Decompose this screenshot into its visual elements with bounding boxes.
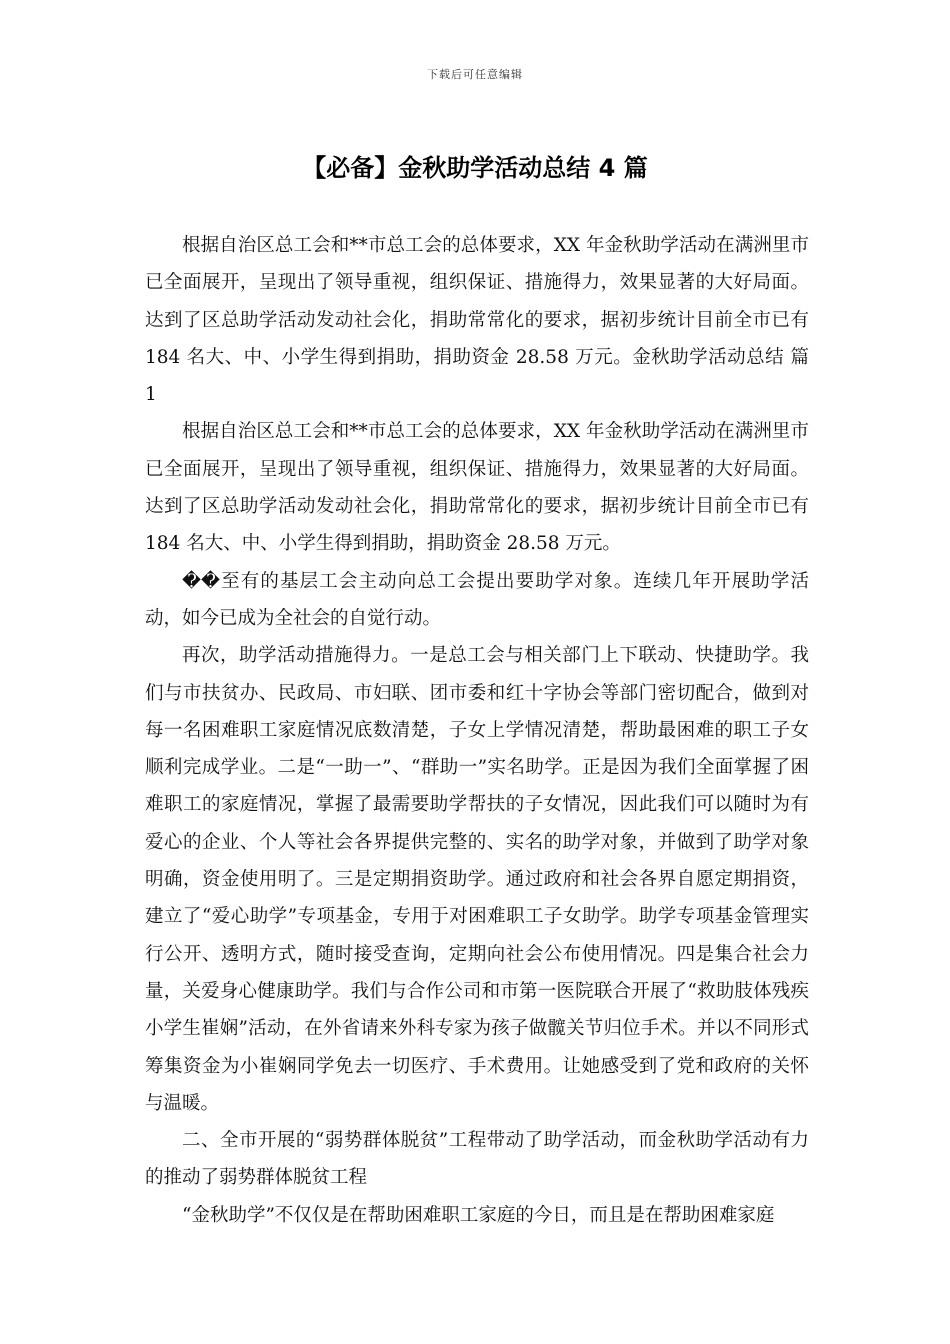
document-body (145, 227, 809, 1234)
paragraph: 根据自治区总工会和**市总工会的总体要求，XX 年金秋助学活动在满洲里市已全面展开，呈现出了领导重视，组织保证、措施得力，效果显著的大好局面。达到了区总助学活动发动社会化，捐助常常化的要求，据初步统计目前全市已有 184 名大、中、小学生得到捐助，捐助资金 28.58 万元。金秋助学活动总结 篇 1 (145, 235, 809, 406)
paragraph: ��至有的基层工会主动向总工会提出要助学对象。连续几年开展助学活动，如今已成为全社会的自觉行动。 (145, 570, 809, 629)
paragraph: “金秋助学”不仅仅是在帮助困难职工家庭的今日，而且是在帮助困难家庭 (182, 1204, 775, 1226)
paragraph: 根据自治区总工会和**市总工会的总体要求，XX 年金秋助学活动在满洲里市已全面展开，呈现出了领导重视，组织保证、措施得力，效果显著的大好局面。达到了区总助学活动发动社会化，捐助常常化的要求，据初步统计目前全市已有 184 名大、中、小学生得到捐助，捐助资金 28.58 万元。 (145, 421, 809, 555)
header-note: 下载后可任意编辑 (427, 68, 523, 81)
document-title: 【必备】金秋助学活动总结 4 篇 (302, 154, 648, 182)
paragraph: 二、全市开展的“弱势群体脱贫”工程带动了助学活动，而金秋助学活动有力的推动了弱势群体脱贫工程 (145, 1130, 809, 1189)
paragraph: 再次，助学活动措施得力。一是总工会与相关部门上下联动、快捷助学。我们与市扶贫办、民政局、市妇联、团市委和红十字协会等部门密切配合，做到对每一名困难职工家庭情况底数清楚，子女上学情况清楚，帮助最困难的职工子女顺利完成学业。二是“一助一”、“群助一”实名助学。正是因为我们全面掌握了困难职工的家庭情况，掌握了最需要助学帮扶的子女情况，因此我们可以随时为有爱心的企业、个人等社会各界提供完整的、实名的助学对象，并做到了助学对象明确，资金使用明了。三是定期捐资助学。通过政府和社会各界自愿定期捐资，建立了“爱心助学”专项基金，专用于对困难职工子女助学。助学专项基金管理实行公开、透明方式，随时接受查询，定期向社会公布使用情况。四是集合社会力量，关爱身心健康助学。我们与合作公司和市第一医院联合开展了“救助肢体残疾小学生崔娴”活动，在外省请来外科专家为孩子做髋关节归位手术。并以不同形式筹集资金为小崔娴同学免去一切医疗、手术费用。让她感受到了党和政府的关怀与温暖。 (145, 645, 809, 1114)
